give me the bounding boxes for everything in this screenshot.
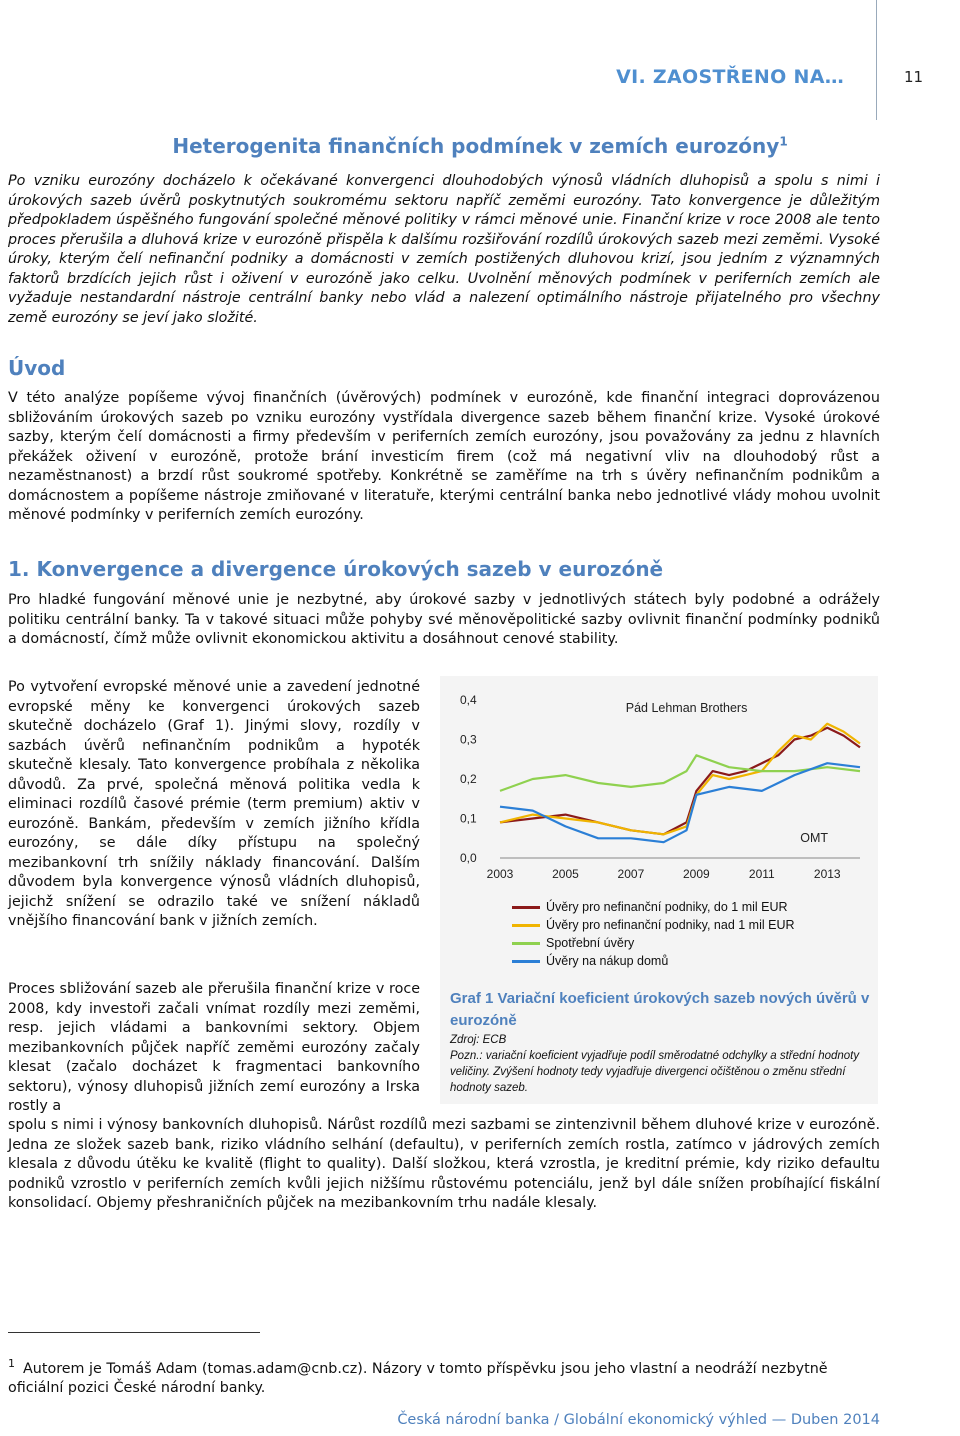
page-number: 11 <box>904 68 924 86</box>
footnote-number: 1 <box>8 1357 15 1370</box>
footnote-text: Autorem je Tomáš Adam (tomas.adam@cnb.cz). Názory v tomto příspěvku jsou jeho vlastní a neodráží nezbytně oficiální pozici České národní banky. <box>8 1360 828 1397</box>
figure-caption <box>450 988 870 1096</box>
footnote-ref[interactable]: 1 <box>779 134 788 149</box>
legend-item <box>512 916 795 934</box>
y-tick-label: 0,3 <box>460 732 477 747</box>
intro-text: V této analýze popíšeme vývoj finančních (úvěrových) podmínek v eurozóně, kde finanční integraci doprovázenou sbližováním úrokových sazeb po vzniku eurozóny vystřídala divergence sazeb během finanční krize. Vysoké úrokové sazby, kterým čelí domácnosti a firmy především v periferních zemích eurozóny, jsou považovány za jednu z hlavních překážek oživení v eurozóně, protože brání investicím firem (což má negativní vliv na dlouhodobý růst a nezaměstnanost) a brzdí růst soukromé spotřeby. Konkrétně se zaměříme na trh s úvěry nefinančním podnikům a domácnostem a popíšeme nástroje zmiňované v literatuře, kterými centrální banka nebo jednotlivé vlády mohou uvolnit měnové podmínky v periferních zemích eurozóny. <box>8 390 880 523</box>
article-title <box>0 134 960 158</box>
series-line-1 <box>500 724 860 835</box>
section1-p3-full: spolu s nimi i výnosy bankovních dluhopisů. Nárůst rozdílů mezi sazbami se zintenzivnil během dluhové krize v eurozóně. Jedna ze složek sazeb bank, riziko vládního selhání (defaultu), v periferních zemích rostla, zatímco v jádrových zemích klesala z důvodu útěku ke kvalitě (flight to quality). Další složkou, která vzrostla, je kreditní prémie, kdy riziko defaultu podniků vzrostlo v periferních zemích kvůli jejich nižšímu růstovému potenciálu, jenž byl dále snížen probíhající fiskální konsolidací. Objemy přeshraničních půjček na mezibankovním trhu nadále klesaly. <box>8 1117 880 1211</box>
section1-p1: Pro hladké fungování měnové unie je nezbytné, aby úrokové sazby v jednotlivých státech byly podobné a odrážely politiku centrální banky. Ta v takové situaci může pohyby své měnověpolitické sazby ovlivnit finanční podmínky podniků a domácností, čímž může ovlivnit ekonomickou aktivitu a dosáhnout cenové stability. <box>8 592 880 647</box>
legend-label: Úvěry pro nefinanční podniky, do 1 mil EUR <box>546 900 788 914</box>
legend-item <box>512 898 795 916</box>
header-divider <box>876 0 877 120</box>
abstract: Po vzniku eurozóny docházelo k očekávané konvergenci dlouhodobých výnosů vládních dluhopisů a spolu s nimi i úrokových sazeb úvěrů poskytnutých soukromému sektoru napříč zeměmi eurozóny. Tato konvergence je důležitým předpokladem úspěšného fungování společné měnové politiky v rámci měnové unie. Finanční krize v roce 2008 ale tento proces přerušila a dluhová krize v eurozóně přispěla k dalšímu rozšiřování rozdílů úrokových sazeb mezi zeměmi. Vysoké úroky, kterým čelí nefinanční podniky a domácnosti v zemích postižených dluhovou krizí, jsou jedním z významných faktorů brzdících jejich růst i oživení v eurozóně jako celku. Uvolnění měnových podmínek v periferních zemích ale vyžaduje nestandardní nástroje centrální banky nebo vlád a nalezení optimálního nástroje přijatelného pro všechny země eurozóny se jeví jako složité. <box>8 173 880 326</box>
legend-item <box>512 934 795 952</box>
section1-p2: Po vytvoření evropské měnové unie a zavedení jednotné evropské měny ke konvergenci úrokových sazeb skutečně docházelo (Graf 1). Jinými slovy, rozdíly v sazbách úvěrů nefinančním podnikům a hypoték skutečně klesaly. Tato konvergence probíhala z několika důvodů. Za prvé, společná měnová politika vedla k eliminaci rozdílů časové prémie (term premium) aktiv v eurozóně. Bankám, především v zemích jižního křídla eurozóny, se dále díky přístupu na společný mezibankovní trh snížily náklady financování. Dalším důvodem byla konvergence výnosů vládních dluhopisů, jejichž snížení se odrazilo také ve snížení nákladů vnějšího financování bank v jižních zemích. <box>8 679 420 929</box>
section-label: VI. ZAOSTŘENO NA… <box>616 66 844 88</box>
intro-heading: Úvod <box>8 356 66 380</box>
footnote-divider <box>8 1332 260 1333</box>
chart-legend <box>512 898 795 970</box>
legend-swatch <box>512 924 540 927</box>
x-tick-label: 2013 <box>813 867 841 881</box>
x-tick-label: 2011 <box>748 867 775 881</box>
legend-swatch <box>512 906 540 909</box>
line-chart <box>440 676 878 898</box>
series-line-0 <box>500 728 860 835</box>
y-tick-label: 0,2 <box>460 772 477 786</box>
x-tick-label: 2003 <box>486 867 514 881</box>
figure-title: Graf 1 Variační koeficient úrokových sazeb nových úvěrů v eurozóně <box>450 990 870 1029</box>
legend-swatch <box>512 960 540 963</box>
figure-1 <box>440 676 878 1104</box>
x-tick-label: 2009 <box>683 867 710 881</box>
footnote <box>8 1354 880 1399</box>
page-header <box>0 58 960 98</box>
page-footer: Česká národní banka / Globální ekonomický výhled — Duben 2014 <box>397 1412 880 1428</box>
chart-annotation: Pád Lehman Brothers <box>625 700 748 715</box>
legend-label: Úvěry pro nefinanční podniky, nad 1 mil EUR <box>546 918 795 932</box>
y-tick-label: 0,4 <box>460 693 477 707</box>
section1-p3-wrapped: Proces sbližování sazeb ale přerušila finanční krize v roce 2008, kdy investoři začali vnímat rozdíly mezi zeměmi, resp. jejich vládami a bankovními sektory. Objem mezibankovních půjček napříč zeměmi eurozóny začaly klesat (začalo docházet k fragmentaci bankovního sektoru), výnosy dluhopisů jižních zemí eurozóny a Irska rostly a <box>8 981 420 1114</box>
section1-heading: 1. Konvergence a divergence úrokových sazeb v eurozóně <box>8 557 664 581</box>
legend-label: Spotřební úvěry <box>546 936 635 950</box>
legend-label: Úvěry na nákup domů <box>546 954 669 968</box>
article-title-text: Heterogenita finančních podmínek v zemích eurozóny <box>172 134 780 158</box>
x-tick-label: 2007 <box>617 867 645 881</box>
chart-annotation: OMT <box>800 831 829 846</box>
y-tick-label: 0,0 <box>460 851 477 865</box>
y-tick-label: 0,1 <box>460 811 477 826</box>
legend-item <box>512 952 795 970</box>
legend-swatch <box>512 942 540 945</box>
figure-note: Pozn.: variační koeficient vyjadřuje podíl směrodatné odchylky a střední hodnoty veličiny. Zvýšení hodnoty tedy vyjadřuje divergenci očištěnou o změnu střední hodnoty sazeb. <box>450 1050 860 1094</box>
x-tick-label: 2005 <box>552 867 579 881</box>
figure-source: Zdroj: ECB <box>450 1034 507 1046</box>
series-line-2 <box>500 755 860 791</box>
